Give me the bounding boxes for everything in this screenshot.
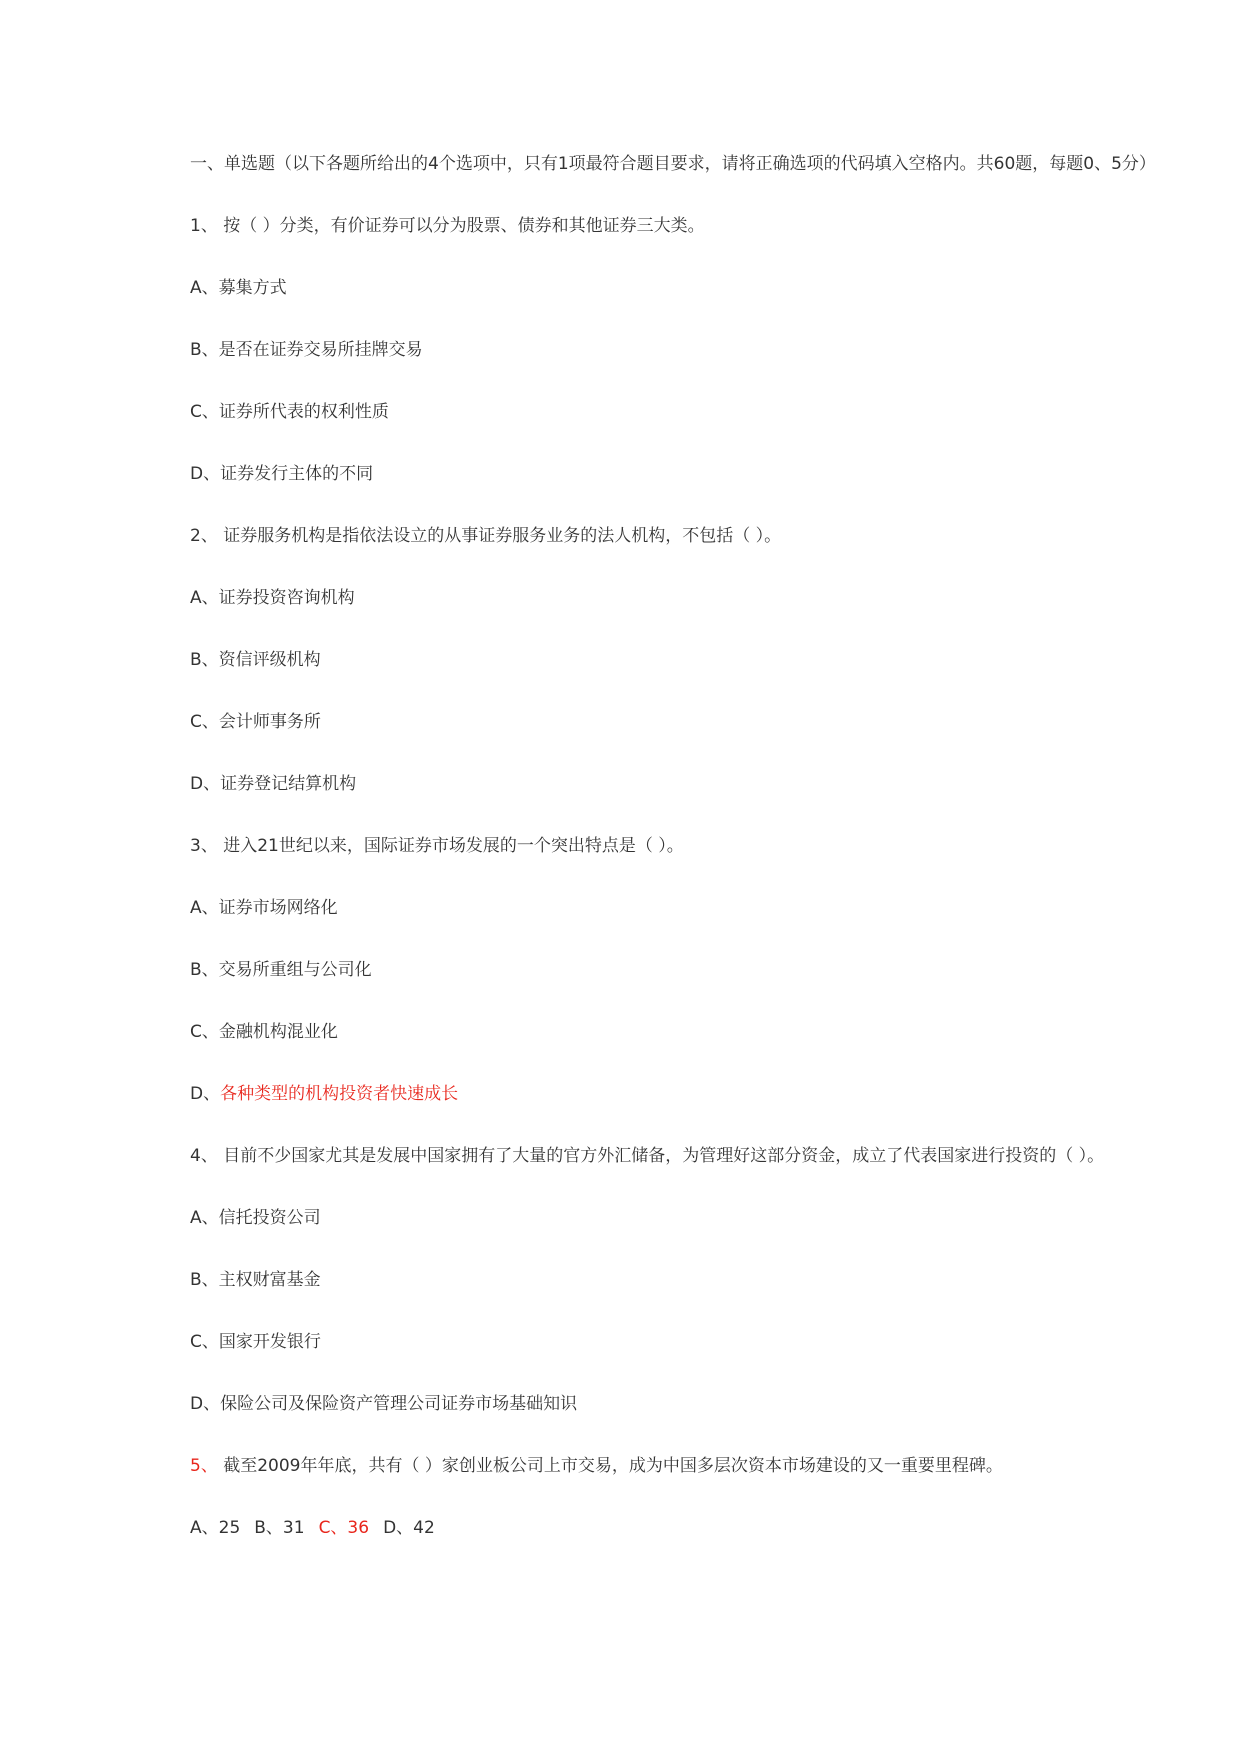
option-d-prefix: D、 <box>190 1084 221 1104</box>
question-5 <box>190 1452 1160 1542</box>
option-b: B、是否在证券交易所挂牌交易 <box>190 340 423 360</box>
question-stem: 1、 按（ ）分类，有价证券可以分为股票、债券和其他证券三大类。 <box>190 216 705 236</box>
section-intro: 一、单选题（以下各题所给出的4个选项中，只有1项最符合题目要求，请将正确选项的代码填入空格内。共60题，每题0、5分） <box>190 154 1156 174</box>
option-a: A、证券投资咨询机构 <box>190 588 355 608</box>
question-stem: 4、 目前不少国家尤其是发展中国家拥有了大量的官方外汇储备，为管理好这部分资金，成立了代表国家进行投资的（ ）。 <box>190 1146 1105 1166</box>
option-c: C、国家开发银行 <box>190 1332 321 1352</box>
option-d: D、保险公司及保险资产管理公司证券市场基础知识 <box>190 1394 578 1414</box>
options-row <box>190 1514 1160 1542</box>
option-a: A、25 <box>190 1518 241 1538</box>
option-d: D、证券登记结算机构 <box>190 774 357 794</box>
option-a: A、证券市场网络化 <box>190 898 338 918</box>
question-stem <box>190 1452 1160 1480</box>
question-1 <box>190 212 1160 488</box>
option-a: A、募集方式 <box>190 278 287 298</box>
option-c: C、金融机构混业化 <box>190 1022 338 1042</box>
question-number-highlighted: 5、 <box>190 1456 218 1476</box>
highlighted-answer: 各种类型的机构投资者快速成长 <box>220 1084 459 1104</box>
question-2 <box>190 522 1160 798</box>
question-stem: 2、 证券服务机构是指依法设立的从事证券服务业务的法人机构，不包括（ ）。 <box>190 526 782 546</box>
option-b: B、交易所重组与公司化 <box>190 960 372 980</box>
question-4 <box>190 1142 1160 1418</box>
option-b: B、31 <box>254 1518 305 1538</box>
question-3 <box>190 832 1160 1108</box>
option-c-highlighted: C、36 <box>318 1518 370 1538</box>
option-b: B、资信评级机构 <box>190 650 321 670</box>
option-c: C、会计师事务所 <box>190 712 321 732</box>
option-d <box>190 1080 1160 1108</box>
question-stem: 3、 进入21世纪以来，国际证券市场发展的一个突出特点是（ ）。 <box>190 836 684 856</box>
exam-page <box>190 150 1160 1576</box>
option-d: D、证券发行主体的不同 <box>190 464 374 484</box>
option-c: C、证券所代表的权利性质 <box>190 402 389 422</box>
question-text: 截至2009年年底，共有（ ）家创业板公司上市交易，成为中国多层次资本市场建设的又一重要里程碑。 <box>217 1456 1003 1476</box>
option-b: B、主权财富基金 <box>190 1270 321 1290</box>
option-a: A、信托投资公司 <box>190 1208 321 1228</box>
option-d: D、42 <box>383 1518 435 1538</box>
